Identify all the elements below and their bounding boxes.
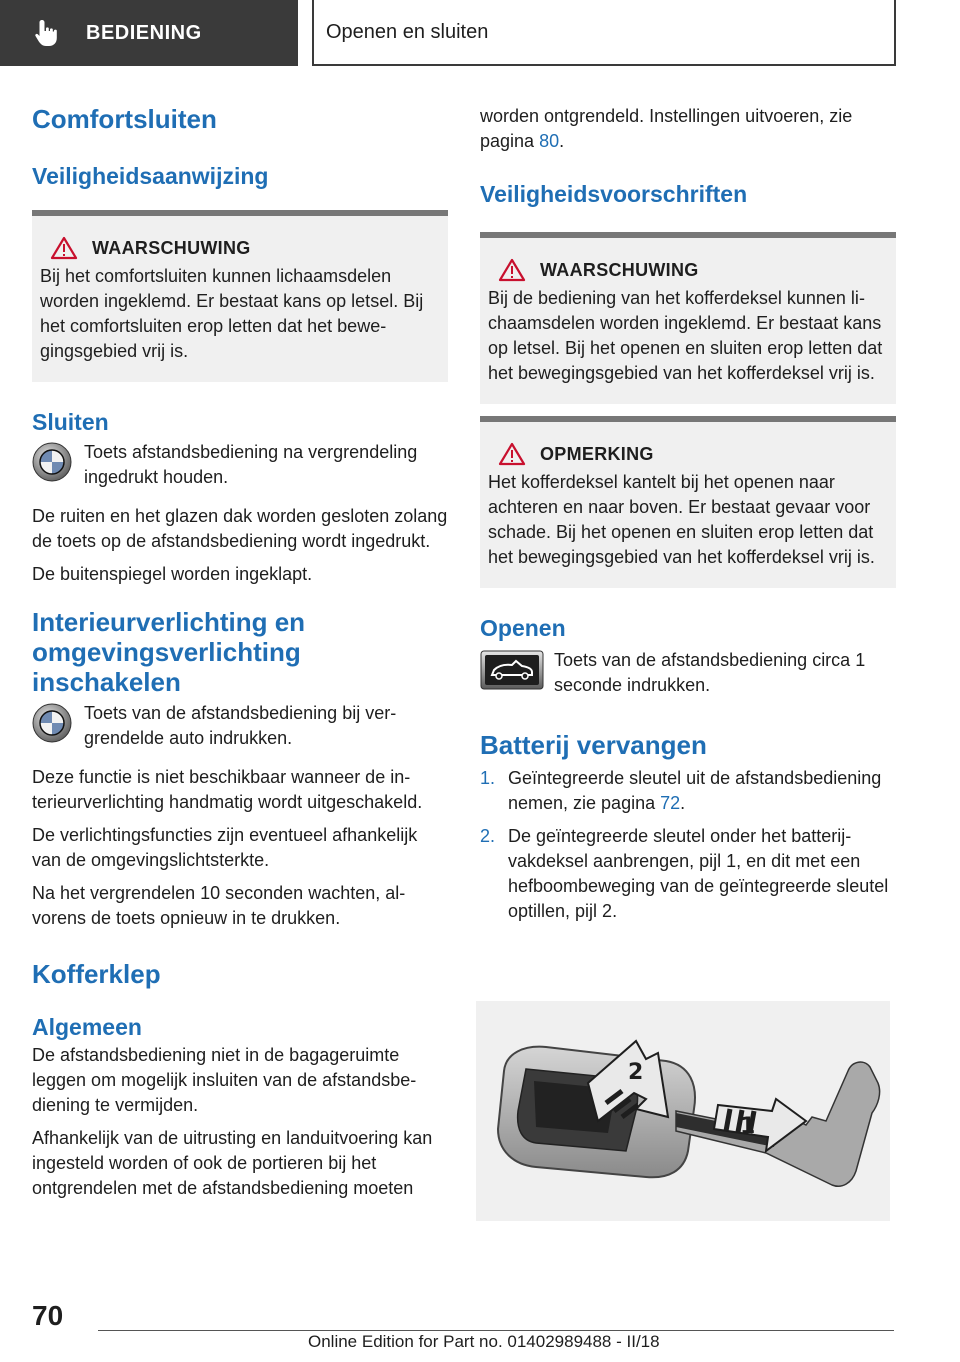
page-link-72[interactable]: 72 <box>660 793 681 813</box>
lock-button-icon <box>32 442 72 482</box>
close-key-instruction <box>32 440 448 490</box>
lock-button-icon <box>32 703 72 743</box>
heading-veiligheidsaanwijzing: Veiligheidsaanwijzing <box>32 163 269 189</box>
notice-title: OPMERKING <box>540 443 654 464</box>
open-key-text: Toets van de afstandsbediening circa 1 seconde indrukken. <box>554 650 866 695</box>
chapter-title: Openen en sluiten <box>326 20 489 43</box>
step-item <box>480 824 896 924</box>
heading-batterij-vervangen: Batterij vervangen <box>480 730 707 760</box>
close-paragraph-1: De ruiten en het glazen dak worden gesloten zolang de toets op de afstandsbediening wordt ingedrukt. <box>32 506 448 551</box>
warning-title: WAARSCHUWING <box>92 237 251 258</box>
heading-kofferklep: Kofferklep <box>32 959 161 989</box>
interior-key-instruction <box>32 701 448 751</box>
general-paragraph-2: Afhankelijk van de uitrusting en landuitvoering kan ingesteld worden of ook de portieren bij het ontgrendelen met de afstandsbediening moeten <box>32 1128 433 1198</box>
hand-pointer-icon <box>30 16 64 50</box>
interior-paragraph-2: De verlichtingsfuncties zijn eventueel afhankelijk van de omgevingslichtsterkte. <box>32 825 418 870</box>
step-item <box>480 766 896 816</box>
interior-key-text: Toets van de afstandsbediening bij vergrendelde auto indrukken. <box>84 703 397 748</box>
interior-paragraph-1: Deze functie is niet beschikbaar wanneer de interieurverlichting handmatig wordt uitgeschakeld. <box>32 767 423 812</box>
interior-paragraph-3: Na het vergrendelen 10 seconden wachten, alvorens de toets opnieuw in te drukken. <box>32 883 406 928</box>
heading-veiligheidsvoorschriften: Veiligheidsvoorschriften <box>480 181 748 207</box>
section-label: BEDIENING <box>86 21 202 44</box>
trunk-button-icon <box>480 650 544 690</box>
warning-text: Bij het comfortsluiten kunnen lichaamsdelen worden ingeklemd. Er bestaat kans op letsel. Bij het comfortsluiten erop letten dat het bewegingsgebied vrij is. <box>40 266 424 361</box>
battery-steps <box>480 766 896 924</box>
warning-text: Bij de bediening van het kofferdeksel kunnen lichaamsdelen worden ingeklemd. Er bestaat kans op letsel. Bij het openen en sluiten erop letten dat het bewegingsgebied van het kofferdeksel vrij is. <box>488 288 883 383</box>
notice-text: Het kofferdeksel kantelt bij het openen naar achteren en naar boven. Er bestaat gevaar voor schade. Bij het openen en sluiten erop letten dat het bewegingsgebied van het kofferdeksel vrij is. <box>488 472 875 567</box>
warning-triangle-icon <box>498 258 526 282</box>
general-paragraph-1: De afstandsbediening niet in de bagageruimte leggen om mogelijk insluiten van de afstandsbediening te vermijden. <box>32 1045 417 1115</box>
warning-title: WAARSCHUWING <box>540 259 699 280</box>
chapter-title-box <box>312 0 896 66</box>
left-column <box>32 100 448 1201</box>
heading-interieurverlichting: Interieurverlichting en omgevingsverlichting inschakelen <box>32 607 306 697</box>
right-column <box>480 104 896 932</box>
heading-comfortsluiten: Comfortsluiten <box>32 104 217 134</box>
key-battery-illustration <box>476 1001 890 1221</box>
step-text: De geïntegreerde sleutel onder het batterijvakdeksel aanbrengen, pijl 1, en dit met een hefboombeweging van de geïntegreerde sleutel optillen, pijl 2. <box>508 826 889 921</box>
step-text: Geïntegreerde sleutel uit de afstandsbediening nemen, zie pagina 72. <box>508 768 882 813</box>
close-key-text: Toets afstandsbediening na vergrendeling ingedrukt houden. <box>84 442 418 487</box>
section-tab <box>0 0 298 66</box>
warning-box <box>32 210 448 382</box>
warning-triangle-icon <box>498 442 526 466</box>
page-header <box>0 0 960 66</box>
heading-algemeen: Algemeen <box>32 1014 142 1040</box>
continued-paragraph <box>480 104 896 154</box>
warning-triangle-icon <box>50 236 78 260</box>
warning-box <box>480 232 896 404</box>
open-key-instruction <box>480 648 896 698</box>
footer-edition: Online Edition for Part no. 01402989488 - II/18 <box>308 1332 660 1351</box>
close-paragraph-2: De buitenspiegel worden ingeklapt. <box>32 564 313 584</box>
key-illustration-svg <box>476 1001 890 1221</box>
heading-openen: Openen <box>480 615 566 641</box>
continued-text: worden ontgrendeld. Instellingen uitvoeren, zie pagina <box>480 106 853 151</box>
notice-box <box>480 416 896 588</box>
arrow-1-label: 1 <box>740 1114 756 1139</box>
continued-end: . <box>559 131 565 151</box>
page-number: 70 <box>32 1300 64 1331</box>
page-link-80[interactable]: 80 <box>539 131 560 151</box>
arrow-2-label: 2 <box>628 1060 644 1085</box>
step-number: 1. <box>480 768 496 788</box>
heading-sluiten: Sluiten <box>32 409 109 435</box>
footer-divider <box>98 1330 894 1331</box>
step-number: 2. <box>480 826 496 846</box>
